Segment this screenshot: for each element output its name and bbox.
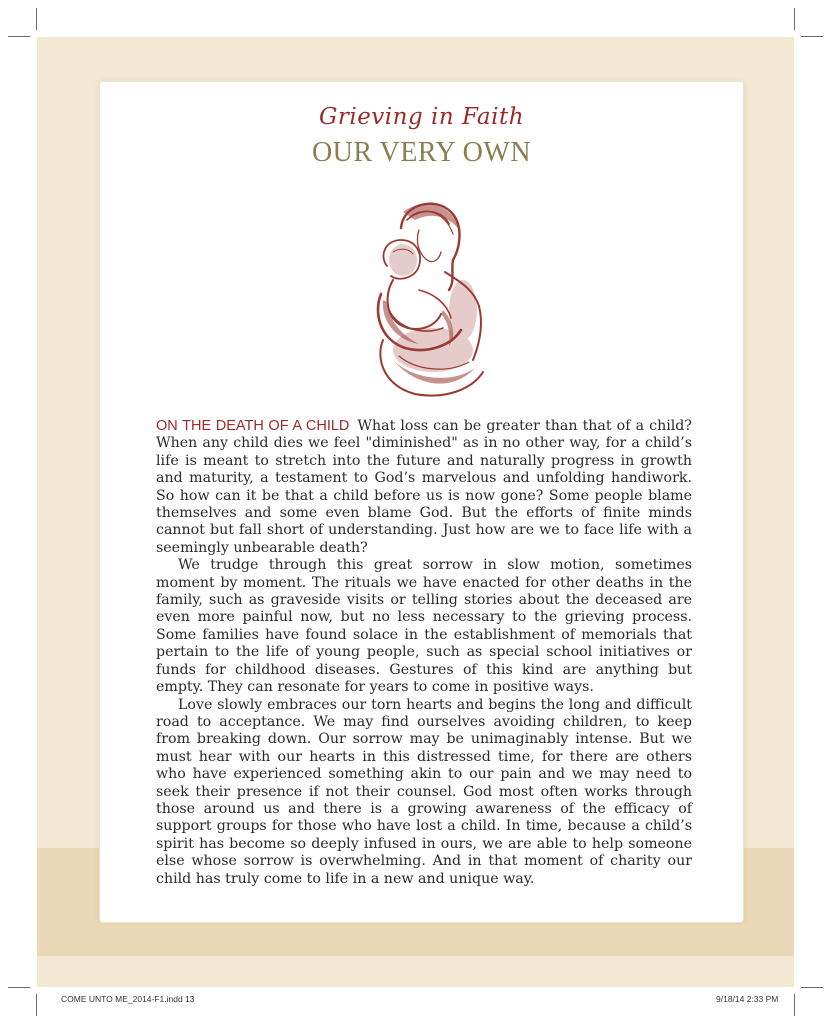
article-paragraph-text: What loss can be greater than that of a child? When any child dies we feel "diminished" as in no other way, for a child’s life is meant to stretch into the future and naturally progress in growth and maturity, a testament to God’s marvelous and unfolding handiwork. So how can it be that a child before us is now gone? Some people blame themselves and some even blame God. But the efforts of finite minds cannot but fall short of understanding. Just how are we to face life with a seemingly unbearable death? [156, 418, 692, 556]
crop-mark [794, 8, 795, 30]
article-body [156, 418, 692, 888]
crop-mark [36, 994, 37, 1016]
article-lead: ON THE DEATH OF A CHILD [156, 418, 350, 434]
mother-holding-baby-illustration [323, 190, 523, 400]
slug-date: 9/18/14 2:33 PM [716, 994, 779, 1004]
crop-mark [801, 36, 823, 37]
crop-mark [794, 994, 795, 1016]
slug-file-name: COME UNTO ME_2014-F1.indd 13 [61, 994, 195, 1004]
article-paragraph [156, 418, 692, 557]
section-subtitle: Grieving in Faith [318, 104, 525, 130]
crop-mark [8, 36, 30, 37]
crop-mark [8, 987, 30, 988]
crop-mark [36, 8, 37, 30]
page-title: OUR VERY OWN [311, 137, 532, 168]
article-paragraph: Love slowly embraces our torn hearts and begins the long and difficult road to acceptance. We may find ourselves avoiding children, to keep from breaking down. Our sorrow may be unimaginably intense. But we must hear with our hearts in this distressed time, for there are others who have experienced something akin to our pain and we may need to seek their presence if not their counsel. God most often works through those around us and there is a growing awareness of the efficacy of support groups for those who have lost a child. In time, because a child’s spirit has become so deeply infused in ours, we are able to help someone else whose sorrow is overwhelming. And in that moment of charity our child has truly come to life in a new and unique way. [156, 696, 692, 887]
article-paragraph: We trudge through this great sorrow in slow motion, sometimes moment by moment. The rituals we have enacted for other deaths in the family, such as graveside visits or telling stories about the deceased are even more painful now, but no less necessary to the grieving process. Some families have found solace in the establishment of memorials that pertain to the life of young people, such as special school initiatives or funds for childhood diseases. Gestures of this kind are anything but empty. They can resonate for years to come in positive ways. [156, 557, 692, 696]
crop-mark [801, 987, 823, 988]
